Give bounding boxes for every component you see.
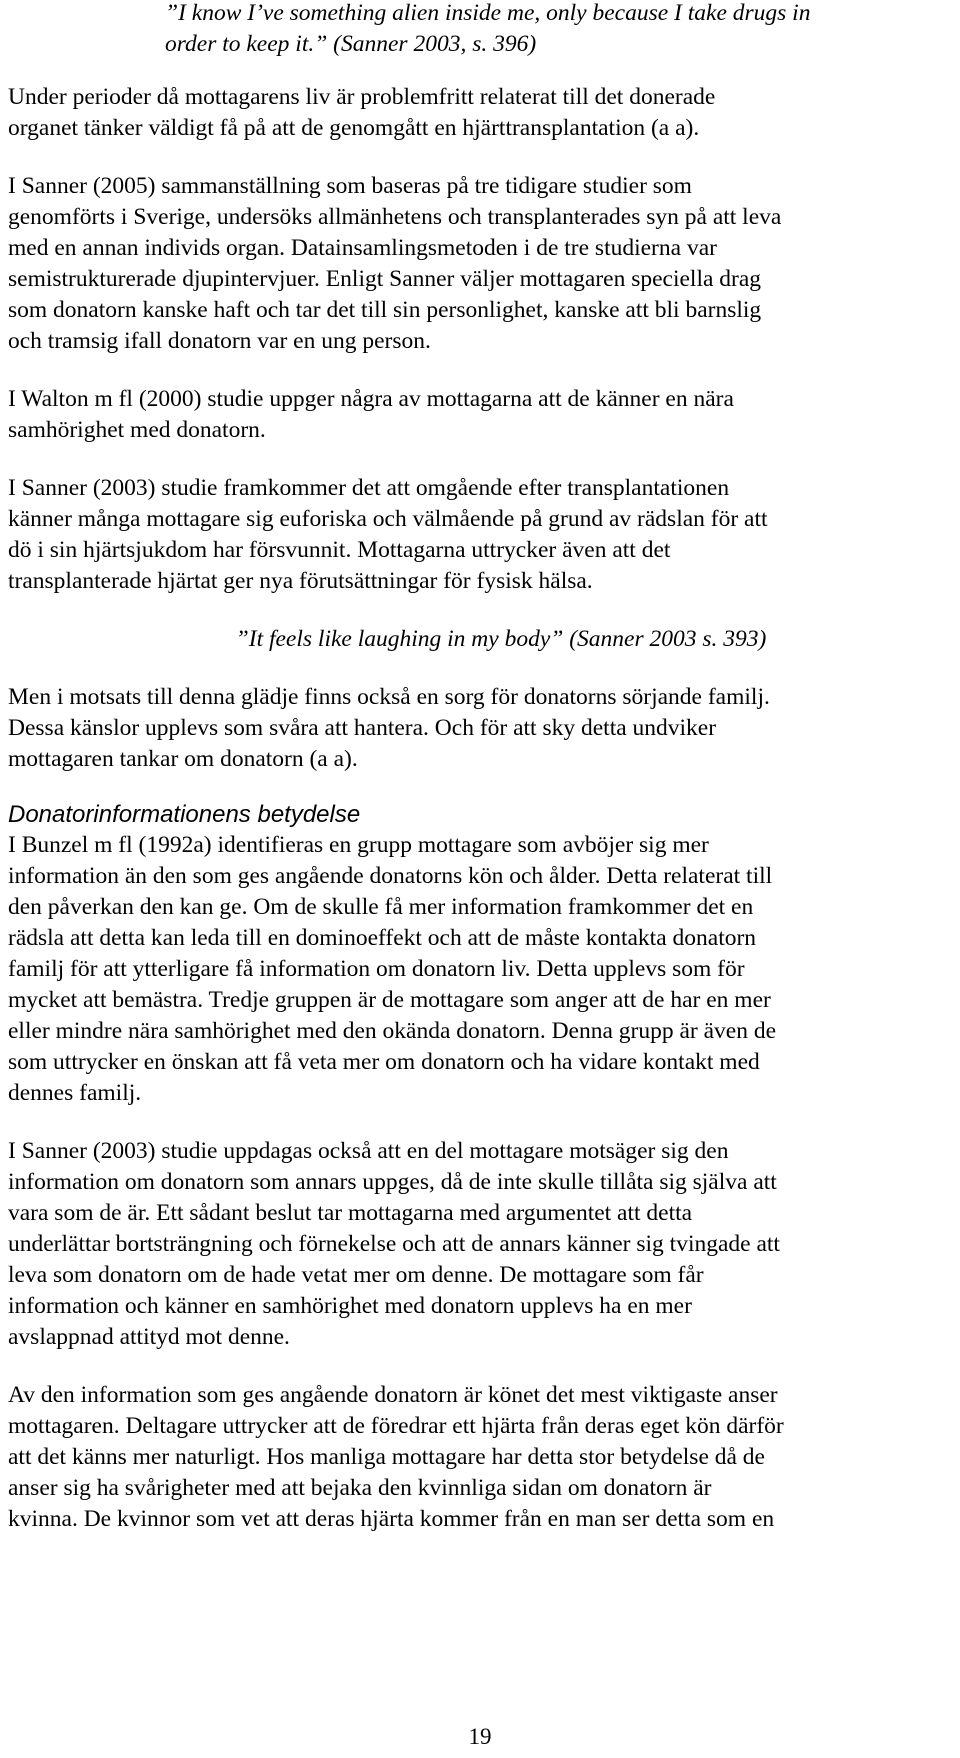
text-line: I Sanner (2005) sammanställning som baseras på tre tidigare studier som	[8, 173, 692, 199]
paragraph-sanner-2003-contradict	[8, 1136, 954, 1353]
page-number: 19	[468, 1724, 492, 1749]
text-line: som uttrycker en önskan att få veta mer om donatorn och ha vidare kontakt med	[8, 1049, 760, 1075]
paragraph-sanner-2003-euphoria	[8, 473, 954, 597]
text-line: Av den information som ges angående donatorn är könet det mest viktigaste anser	[8, 1382, 778, 1408]
text-line: med en annan individs organ. Datainsamlingsmetoden i de tre studierna var	[8, 235, 717, 261]
document-page	[8, 0, 954, 1535]
text-line: I Bunzel m fl (1992a) identifieras en grupp mottagare som avböjer sig mer	[8, 832, 709, 858]
paragraph-walton-2000	[8, 384, 954, 446]
text-line: information om donatorn som annars uppges, då de inte skulle tillåta sig själva att	[8, 1169, 777, 1195]
text-line: organet tänker väldigt få på att de genomgått en hjärttransplantation (a a).	[8, 115, 700, 141]
text-line: transplanterade hjärtat ger nya förutsättningar för fysisk hälsa.	[8, 568, 593, 594]
text-line: underlättar bortsträngning och förnekelse och att de annars känner sig tvingade att	[8, 1231, 780, 1257]
quote-line: ”I know I’ve something alien inside me, only because I take drugs in	[165, 0, 811, 26]
block-quote-alien	[8, 0, 954, 60]
text-line: rädsla att detta kan leda till en dominoeffekt och att de måste kontakta donatorn	[8, 925, 757, 951]
text-line: I Sanner (2003) studie uppdagas också att en del mottagare motsäger sig den	[8, 1138, 729, 1164]
paragraph-sanner-2005	[8, 171, 954, 357]
text-line: som donatorn kanske haft och tar det till sin personlighet, kanske att bli barnslig	[8, 297, 762, 323]
text-line: semistrukturerade djupintervjuer. Enligt Sanner väljer mottagaren speciella drag	[8, 266, 762, 292]
text-line: den påverkan den kan ge. Om de skulle få mer information framkommer det en	[8, 894, 754, 920]
text-line: dennes familj.	[8, 1080, 142, 1106]
text-line: avslappnad attityd mot denne.	[8, 1324, 290, 1350]
text-line: information och känner en samhörighet med donatorn upplevs ha en mer	[8, 1293, 692, 1319]
text-line: familj för att ytterligare få information om donatorn liv. Detta upplevs som för	[8, 956, 745, 982]
text-line: genomförts i Sverige, undersöks allmänhetens och transplanterades syn på att leva	[8, 204, 782, 230]
text-line: att det känns mer naturligt. Hos manliga mottagare har detta stor betydelse då de	[8, 1444, 765, 1470]
text-line: I Walton m fl (2000) studie uppger några av mottagarna att de känner en nära	[8, 386, 734, 412]
text-line: leva som donatorn om de hade vetat mer om denne. De mottagare som får	[8, 1262, 704, 1288]
paragraph-problem-free	[8, 82, 954, 144]
text-line: Men i motsats till denna glädje finns också en sorg för donatorns sörjande familj.	[8, 684, 770, 710]
text-line: mycket att bemästra. Tredje gruppen är de mottagare som anger att de har en mer	[8, 987, 771, 1013]
paragraph-sorrow	[8, 682, 954, 775]
text-line: dö i sin hjärtsjukdom har försvunnit. Mottagarna uttrycker även att det	[8, 537, 671, 563]
text-line: I Sanner (2003) studie framkommer det att omgående efter transplantationen	[8, 475, 730, 501]
paragraph-bunzel-1992	[8, 830, 954, 1109]
text-line: eller mindre nära samhörighet med den okända donatorn. Denna grupp är även de	[8, 1018, 777, 1044]
text-line: känner många mottagare sig euforiska och välmående på grund av rädslan för att	[8, 506, 768, 532]
quote-line: order to keep it.” (Sanner 2003, s. 396)	[165, 31, 537, 57]
paragraph-gender	[8, 1380, 954, 1535]
block-quote-laughing: ”It feels like laughing in my body” (Sanner 2003 s. 393)	[235, 626, 767, 652]
text-line: vara som de är. Ett sådant beslut tar mottagarna med argumentet att detta	[8, 1200, 693, 1226]
text-line: samhörighet med donatorn.	[8, 417, 266, 443]
text-line: och tramsig ifall donatorn var en ung person.	[8, 328, 431, 354]
text-line: anser sig ha svårigheter med att bejaka den kvinnliga sidan om donatorn är	[8, 1475, 712, 1501]
text-line: Dessa känslor upplevs som svåra att hantera. Och för att sky detta undviker	[8, 715, 717, 741]
text-line: Under perioder då mottagarens liv är problemfritt relaterat till det donerade	[8, 84, 716, 110]
text-line: mottagaren tankar om donatorn (a a).	[8, 746, 358, 772]
text-line: mottagaren. Deltagare uttrycker att de föredrar ett hjärta från deras eget kön därför	[8, 1413, 784, 1439]
text-line: kvinna. De kvinnor som vet att deras hjärta kommer från en man ser detta som en	[8, 1506, 775, 1532]
text-line: information än den som ges angående donatorns kön och ålder. Detta relaterat till	[8, 863, 773, 889]
section-heading: Donatorinformationens betydelse	[8, 801, 361, 828]
